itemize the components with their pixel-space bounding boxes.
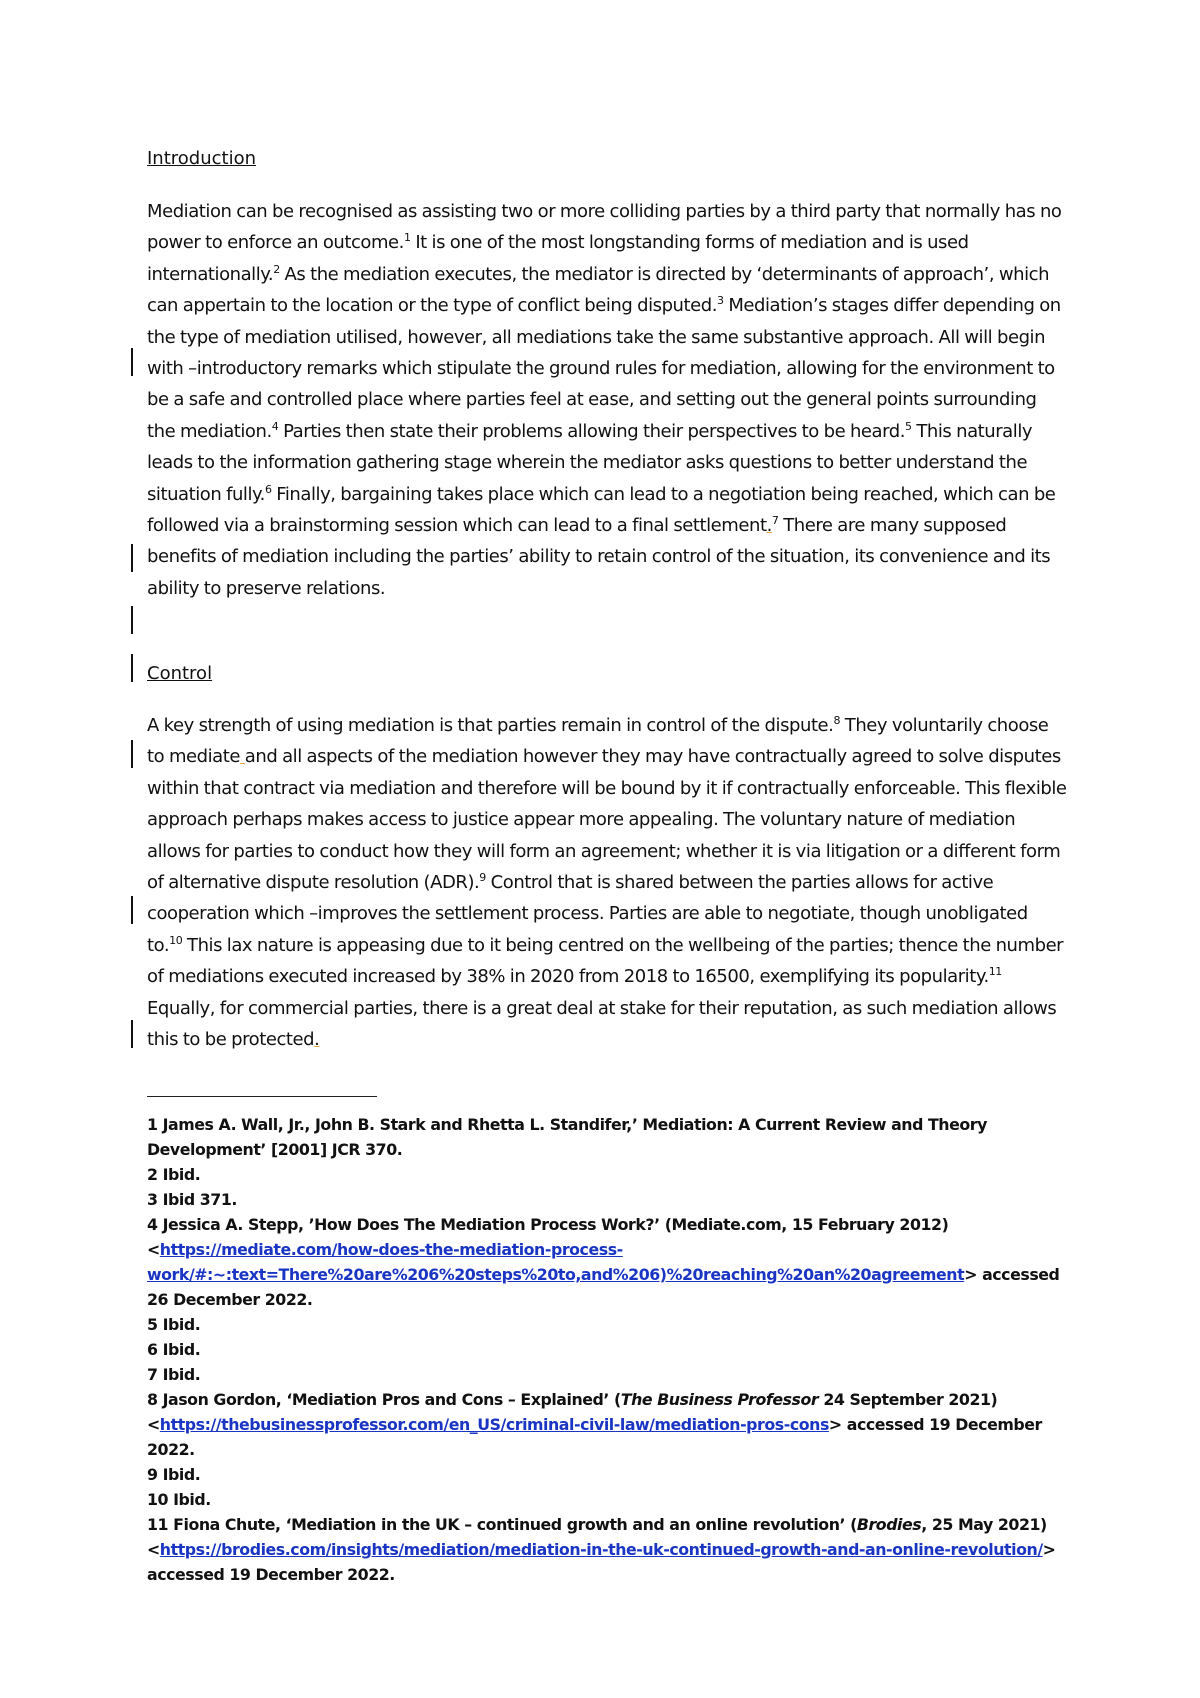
footnote-ref-8[interactable]: 8 <box>833 714 841 727</box>
intro-sentence-3: As the mediation executes, the mediator is directed by ‘determinants of approach’, which can appertain to the location or the type of conflict being disputed. <box>147 263 1050 317</box>
change-bar <box>131 1020 133 1048</box>
change-bar <box>131 654 133 682</box>
footnote-separator <box>147 1096 377 1097</box>
footnote-ref-11[interactable]: 11 <box>988 965 1002 979</box>
intro-sentence-5: Parties then state their problems allowing their perspectives to be heard. <box>283 420 906 442</box>
footnote-11-text: 11 Fiona Chute, ‘Mediation in the UK – continued growth and an online revolution’ ( <box>147 1515 857 1534</box>
footnote-ref-5[interactable]: 5 <box>905 419 912 433</box>
heading-introduction: Introduction <box>147 148 257 169</box>
footnote-8: 8 Jason Gordon, ‘Mediation Pros and Cons – Explained’ (The Business Professor 24 September 2021) <https://thebusinessprofessor.com/en_US/criminal-civil-law/mediation-pros-cons> accessed 19 December 2022. <box>147 1390 1042 1459</box>
footnote-8-text: 8 Jason Gordon, ‘Mediation Pros and Cons – Explained’ ( <box>147 1390 621 1409</box>
intro-sentence-1: Mediation can be recognised as assisting two or more colliding parties by a third party that normally has no power to enforce an outcome. <box>147 201 1062 254</box>
intro-sentence-2: It is one of the most longstanding forms of mediation and is used internationally. <box>147 232 969 285</box>
footnote-11-date: , 25 May 2021) <box>921 1515 1047 1534</box>
footnote-ref-3[interactable]: 3 <box>716 294 724 308</box>
footnote-8-italic: The Business Professor <box>620 1390 819 1409</box>
control-sentence-5: Equally, for commercial parties, there is a great deal at stake for their reputation, as such mediation allows this to be protected <box>147 997 1057 1051</box>
footnote-11: 11 Fiona Chute, ‘Mediation in the UK – continued growth and an online revolution’ (Brodies, 25 May 2021) <https://brodies.com/insights/mediation/mediation-in-the-uk-continued-growth-and-an-online-revolution/> accessed 19 December 2022. <box>147 1515 1056 1584</box>
footnote-ref-6[interactable]: 6 <box>264 482 272 496</box>
footnotes <box>147 1112 1077 1587</box>
intro-sentence-6: This naturally leads to the information gathering stage wherein the mediator asks questions to better understand the situation fully. <box>147 420 1033 505</box>
paragraph-control <box>147 710 1067 1055</box>
intro-sentence-7: Finally, bargaining takes place which can lead to a negotiation being reached, which can be followed via a brainstorming session which can lead to a final settlement <box>147 483 1056 537</box>
footnote-8-accessed: accessed 19 December 2022. <box>147 1415 1042 1459</box>
footnote-4-text: 4 Jessica A. Stepp, ’How Does The Mediation Process Work?’ (Mediate.com, 15 February 2012) <box>147 1215 949 1234</box>
footnote-ref-10[interactable]: 10 <box>169 933 183 947</box>
footnote-ref-9[interactable]: 9 <box>479 871 486 885</box>
footnote-4: 4 Jessica A. Stepp, ’How Does The Mediation Process Work?’ (Mediate.com, 15 February 2012) <https://mediate.com/how-does-the-mediation-process-work/#:~:text=There%20are%206%20steps%20to,and%206)%20reaching%20an%20agreement> accessed 26 December 2022. <box>147 1215 1060 1309</box>
control-sentence-2a: They voluntarily choose to mediate <box>147 715 1049 768</box>
footnote-3: 3 Ibid 371. <box>147 1190 237 1209</box>
footnote-4-link[interactable]: https://mediate.com/how-does-the-mediation-process-work/#:~:text=There%20are%206%20steps%20to,and%206)%20reaching%20an%20agreement <box>147 1240 965 1284</box>
footnote-ref-4[interactable]: 4 <box>271 419 279 433</box>
footnote-2: 2 Ibid. <box>147 1165 201 1184</box>
control-sentence-2b: and all aspects of the mediation however they may have contractually agreed to solve disputes within that contract via mediation and therefore will be bound by it if contractually enforceable. This flexible approach perhaps makes access to justice appear more appealing. The voluntary nature of mediation allows for parties to conduct how they will form an agreement; whether it is via litigation or a different form of alternative dispute resolution (ADR). <box>147 746 1067 894</box>
footnote-11-italic: Brodies <box>856 1515 922 1534</box>
footnote-4-accessed: accessed 26 December 2022. <box>147 1265 1060 1309</box>
control-sentence-4: This lax nature is appeasing due to it being centred on the wellbeing of the parties; thence the number of mediations executed increased by 38% in 2020 from 2018 to 16500, exemplifying its popularity. <box>147 934 1064 988</box>
footnote-7: 7 Ibid. <box>147 1365 201 1384</box>
footnote-ref-2[interactable]: 2 <box>273 262 280 276</box>
footnote-6: 6 Ibid. <box>147 1340 201 1359</box>
paragraph-introduction <box>147 196 1067 604</box>
change-bar <box>131 544 133 572</box>
change-bar <box>131 740 133 768</box>
footnote-11-accessed: accessed 19 December 2022. <box>147 1565 395 1584</box>
footnote-ref-7[interactable]: 7 <box>771 514 779 528</box>
footnote-5: 5 Ibid. <box>147 1315 201 1334</box>
change-bar <box>131 606 133 634</box>
footnote-10: 10 Ibid. <box>147 1490 211 1509</box>
change-bar <box>131 896 133 924</box>
footnote-1: 1 James A. Wall, Jr., John B. Stark and Rhetta L. Standifer,’ Mediation: A Current Review and Theory Development’ [2001] JCR 370. <box>147 1115 987 1159</box>
intro-sentence-8: There are many supposed benefits of mediation including the parties’ ability to retain control of the situation, its convenience and its ability to preserve relations. <box>147 515 1051 599</box>
control-sentence-1: A key strength of using mediation is that parties remain in control of the dispute. <box>147 715 834 736</box>
control-sentence-3: Control that is shared between the parties allows for active cooperation which –improves the settlement process. Parties are able to negotiate, though unobligated to. <box>147 872 1028 956</box>
footnote-8-link[interactable]: https://thebusinessprofessor.com/en_US/criminal-civil-law/mediation-pros-cons <box>159 1415 829 1434</box>
footnote-9: 9 Ibid. <box>147 1465 201 1484</box>
tracked-insertion-period: . <box>314 1029 320 1051</box>
intro-sentence-4: Mediation’s stages differ depending on the type of mediation utilised, however, all mediations take the same substantive approach. All will begin with –introductory remarks which stipulate the ground rules for mediation, allowing for the environment to be a safe and controlled place where parties feel at ease, and setting out the general points surrounding the mediation. <box>147 295 1061 442</box>
footnote-8-date: 24 September 2021) <box>818 1390 998 1409</box>
change-bar <box>131 348 133 376</box>
footnote-11-link[interactable]: https://brodies.com/insights/mediation/mediation-in-the-uk-continued-growth-and-an-online-revolution/ <box>159 1540 1043 1559</box>
footnote-ref-1[interactable]: 1 <box>403 231 411 245</box>
tracked-insertion-period: . <box>766 515 772 537</box>
heading-control: Control <box>147 663 213 684</box>
